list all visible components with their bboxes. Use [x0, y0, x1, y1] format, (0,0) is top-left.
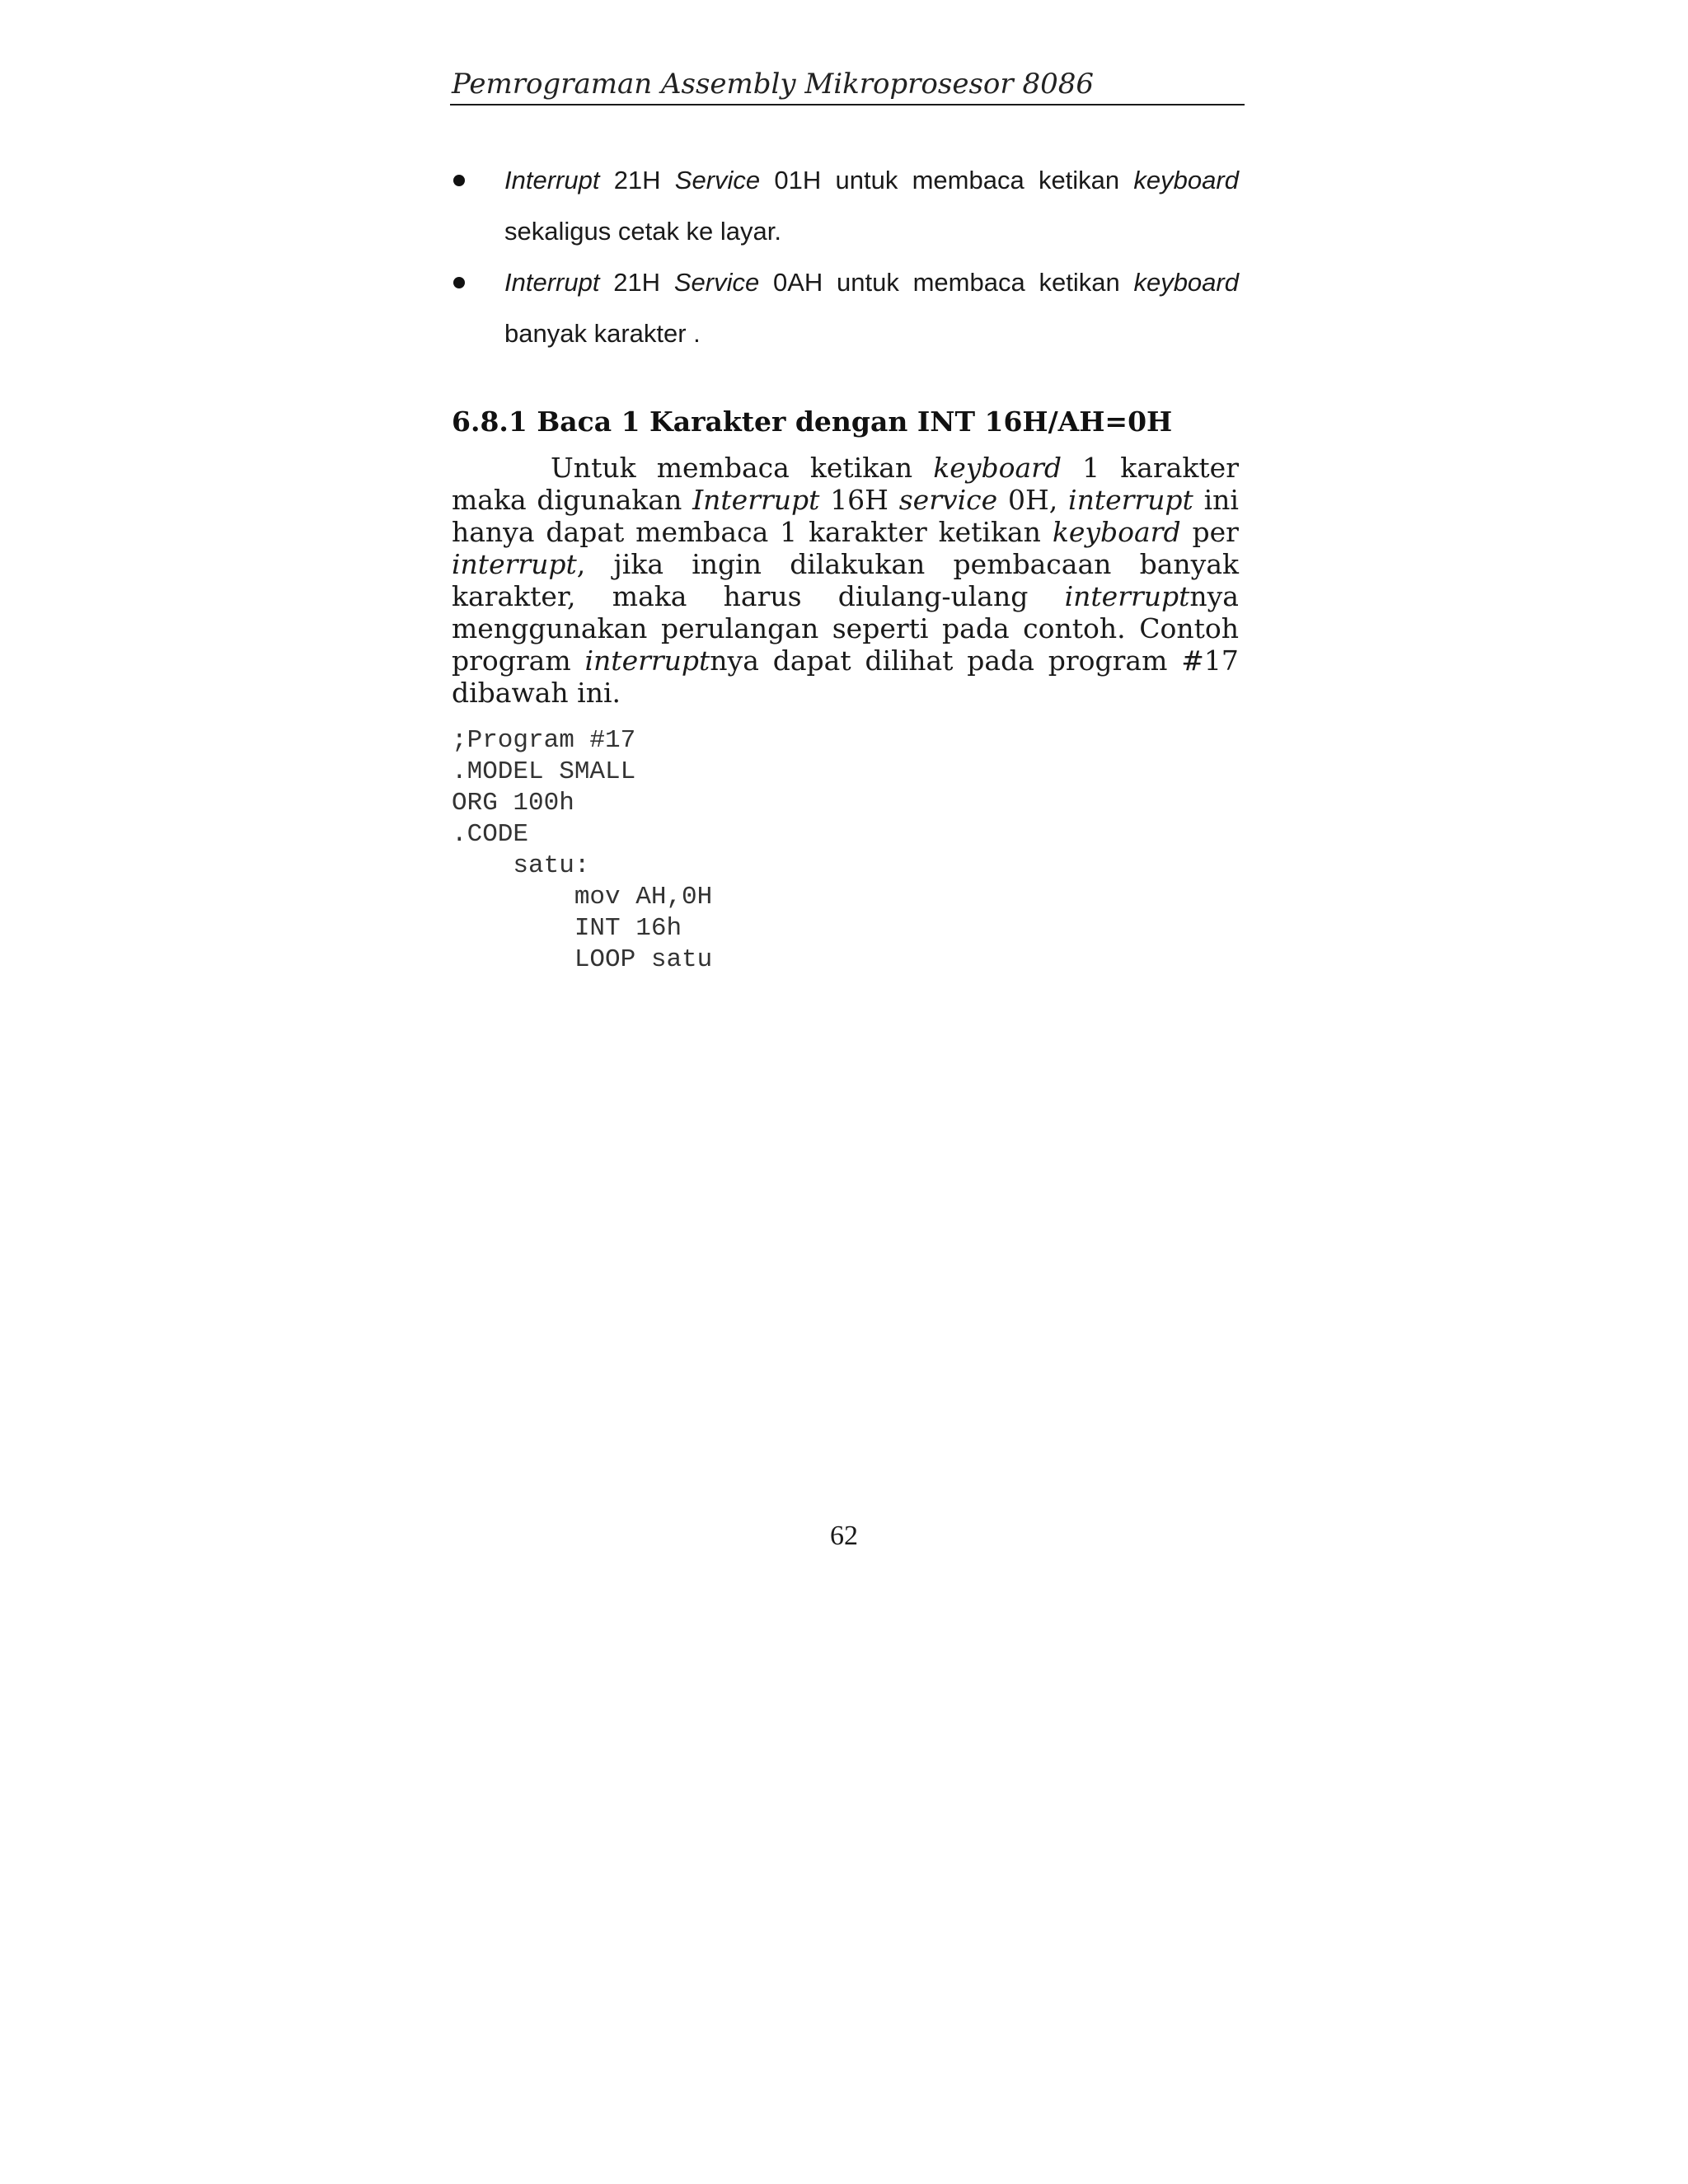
- code-line: mov AH,0H: [452, 883, 713, 912]
- paragraph-word: menggunakan: [452, 612, 648, 644]
- bullet-word: membaca: [912, 166, 1025, 194]
- paragraph-word: program: [452, 644, 571, 677]
- bullet-word: untuk: [835, 166, 898, 194]
- code-line: INT 16h: [452, 914, 682, 943]
- bullet-continuation: banyak karakter .: [504, 319, 701, 348]
- paragraph-word: keyboard: [1052, 516, 1181, 548]
- bullet-list: [452, 155, 1239, 359]
- paragraph-word: contoh.: [1023, 612, 1126, 644]
- bullet-word: Service: [674, 166, 761, 194]
- paragraph-word: interrupt,: [452, 548, 586, 580]
- paragraph-line: [452, 548, 1239, 580]
- bullet-word: Interrupt: [504, 268, 600, 297]
- paragraph-word: dapat: [546, 516, 625, 548]
- bullet-item: [452, 257, 1239, 359]
- bullet-line: [504, 155, 1239, 206]
- paragraph-word: perulangan: [660, 612, 819, 644]
- paragraph-word: interrupt: [1068, 484, 1193, 516]
- paragraph-word: maka: [452, 484, 527, 516]
- paragraph-line: [452, 452, 1239, 484]
- code-line: LOOP satu: [452, 945, 713, 974]
- paragraph-word: service: [898, 484, 998, 516]
- bullet-dot-icon: [453, 175, 465, 186]
- body-paragraph: [452, 452, 1239, 709]
- code-listing: [452, 725, 1193, 976]
- bullet-continuation: sekaligus cetak ke layar.: [504, 217, 782, 246]
- bullet-word: membaca: [912, 268, 1025, 297]
- paragraph-word: ingin: [692, 548, 762, 580]
- paragraph-word: ketikan: [938, 516, 1041, 548]
- bullet-word: ketikan: [1038, 166, 1120, 194]
- paragraph-word: program: [1048, 644, 1168, 677]
- bullet-word: 21H: [613, 166, 661, 194]
- paragraph-word: Contoh: [1139, 612, 1239, 644]
- paragraph-word: pembacaan: [953, 548, 1112, 580]
- paragraph-word: interruptnya: [584, 644, 759, 677]
- code-line: satu:: [452, 851, 590, 880]
- paragraph-word: harus: [723, 580, 802, 612]
- paragraph-word: ketikan: [809, 452, 913, 484]
- paragraph-word: dibawah ini.: [452, 677, 621, 709]
- paragraph-word: per: [1192, 516, 1239, 548]
- code-line: ORG 100h: [452, 789, 574, 818]
- paragraph-word: 16H: [830, 484, 889, 516]
- paragraph-word: 1: [780, 516, 798, 548]
- bullet-word: ketikan: [1039, 268, 1120, 297]
- paragraph-word: dilihat: [865, 644, 954, 677]
- paragraph-line: [452, 644, 1239, 677]
- paragraph-line: [452, 516, 1239, 548]
- paragraph-line: [452, 484, 1239, 516]
- paragraph-word: jika: [613, 548, 663, 580]
- bullet-item: [452, 155, 1239, 257]
- bullet-word: Service: [673, 268, 760, 297]
- paragraph-word: Interrupt: [692, 484, 820, 516]
- paragraph-word: hanya: [452, 516, 535, 548]
- bullet-word: Interrupt: [504, 166, 600, 194]
- paragraph-word: diulang-ulang: [837, 580, 1029, 612]
- paragraph-word: dilakukan: [790, 548, 926, 580]
- bullet-word: 0AH: [772, 268, 823, 297]
- bullet-word: untuk: [837, 268, 899, 297]
- paragraph-word: karakter: [1120, 452, 1239, 484]
- bullet-word: 21H: [613, 268, 661, 297]
- paragraph-word: pada: [967, 644, 1034, 677]
- paragraph-word: maka: [612, 580, 687, 612]
- paragraph-word: banyak: [1139, 548, 1239, 580]
- bullet-word: keyboard: [1133, 268, 1239, 297]
- code-line: ;Program #17: [452, 726, 636, 755]
- paragraph-word: ini: [1203, 484, 1239, 516]
- paragraph-word: seperti: [832, 612, 929, 644]
- paragraph-line: [452, 612, 1239, 644]
- paragraph-word: membaca: [635, 516, 769, 548]
- paragraph-word: membaca: [656, 452, 790, 484]
- paragraph-word: interruptnya: [1064, 580, 1239, 612]
- section-heading: 6.8.1 Baca 1 Karakter dengan INT 16H/AH=0H: [452, 405, 1173, 438]
- paragraph-word: keyboard: [933, 452, 1062, 484]
- paragraph-word: dapat: [772, 644, 851, 677]
- paragraph-word: karakter,: [452, 580, 576, 612]
- bullet-line: [504, 257, 1239, 308]
- paragraph-line: [452, 580, 1239, 612]
- bullet-dot-icon: [453, 277, 465, 288]
- page-number: 62: [830, 1521, 858, 1551]
- running-header-title: Pemrograman Assembly Mikroprosesor 8086: [452, 68, 1094, 101]
- code-line: .MODEL SMALL: [452, 757, 636, 786]
- paragraph-line: [452, 677, 1239, 709]
- paragraph-word: Untuk: [551, 452, 636, 484]
- paragraph-word: #17: [1181, 644, 1239, 677]
- paragraph-word: 0H,: [1007, 484, 1058, 516]
- paragraph-word: karakter: [809, 516, 927, 548]
- paragraph-word: digunakan: [537, 484, 682, 516]
- bullet-word: 01H: [774, 166, 822, 194]
- code-line: .CODE: [452, 820, 529, 849]
- bullet-word: keyboard: [1133, 166, 1239, 194]
- paragraph-word: pada: [942, 612, 1010, 644]
- header-rule: [450, 104, 1245, 105]
- paragraph-word: 1: [1082, 452, 1100, 484]
